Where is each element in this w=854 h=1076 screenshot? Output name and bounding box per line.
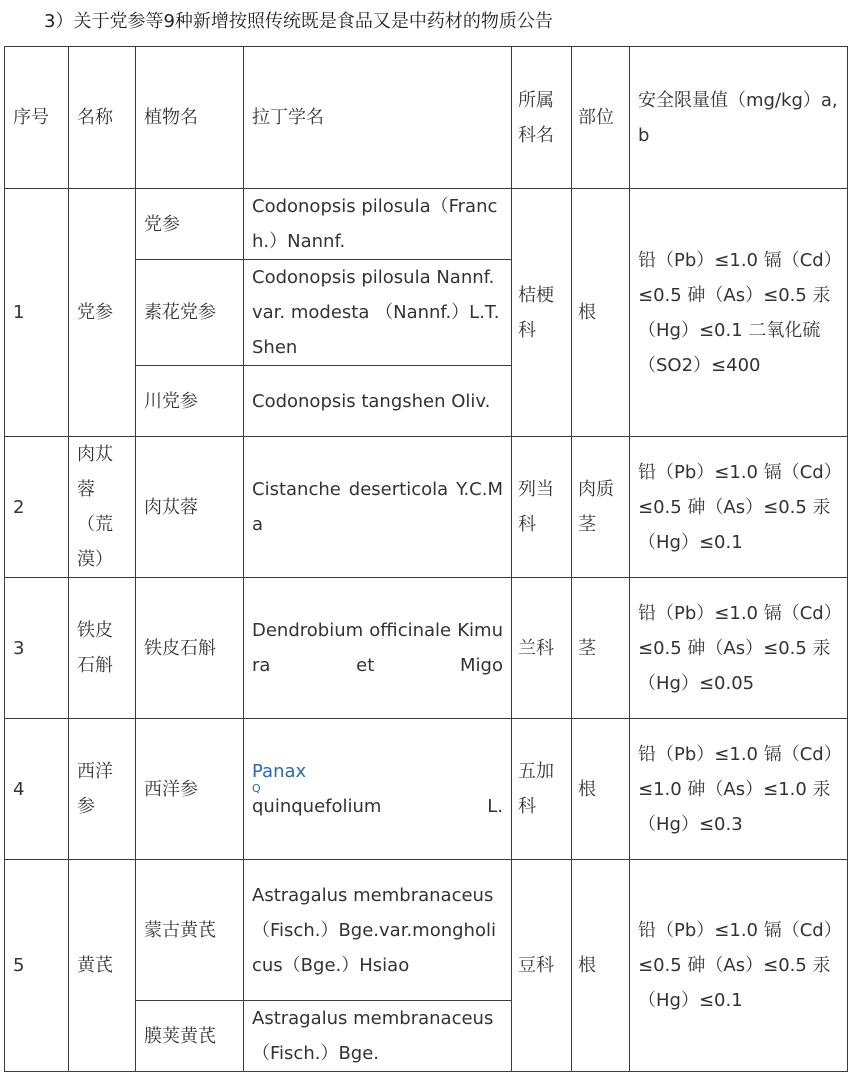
header-latin: 拉丁学名 — [244, 47, 512, 189]
cell-no: 4 — [5, 719, 69, 860]
cell-no: 3 — [5, 578, 69, 719]
cell-latin: Astragalus membranaceus（Fisch.）Bge.var.mongholicus（Bge.）Hsiao — [244, 860, 512, 1001]
header-family: 所属科名 — [512, 47, 572, 189]
header-name: 名称 — [69, 47, 136, 189]
cell-part: 肉质茎 — [572, 437, 630, 578]
table-row — [5, 578, 848, 719]
cell-no: 5 — [5, 860, 69, 1072]
table-row — [5, 437, 848, 578]
header-row — [5, 47, 848, 189]
panax-link[interactable]: Panax — [252, 761, 307, 782]
cell-part: 茎 — [572, 578, 630, 719]
substance-table — [4, 46, 848, 1072]
header-limit: 安全限量值（mg/kg）a,b — [630, 47, 848, 189]
cell-limit: 铅（Pb）≤1.0 镉（Cd）≤1.0 砷（As）≤1.0 汞（Hg）≤0.3 — [630, 719, 848, 860]
header-part: 部位 — [572, 47, 630, 189]
cell-family: 列当科 — [512, 437, 572, 578]
cell-family: 桔梗科 — [512, 189, 572, 437]
cell-plant: 膜荚黄芪 — [136, 1001, 244, 1072]
cell-part: 根 — [572, 860, 630, 1072]
cell-plant: 党参 — [136, 189, 244, 260]
cell-name: 黄芪 — [69, 860, 136, 1072]
cell-family: 豆科 — [512, 860, 572, 1072]
header-plant: 植物名 — [136, 47, 244, 189]
cell-name: 党参 — [69, 189, 136, 437]
cell-latin: Codonopsis tangshen Oliv. — [244, 366, 512, 437]
table-row — [5, 860, 848, 1001]
cell-latin: Astragalus membranaceus（Fisch.）Bge. — [244, 1001, 512, 1072]
cell-plant: 蒙古黄芪 — [136, 860, 244, 1001]
cell-latin: Cistanche deserticola Y.C.Ma — [244, 437, 512, 578]
cell-limit: 铅（Pb）≤1.0 镉（Cd）≤0.5 砷（As）≤0.5 汞（Hg）≤0.1 — [630, 860, 848, 1072]
cell-plant: 素花党参 — [136, 260, 244, 366]
cell-no: 1 — [5, 189, 69, 437]
cell-latin: Codonopsis pilosula（Franch.）Nannf. — [244, 189, 512, 260]
cell-limit: 铅（Pb）≤1.0 镉（Cd）≤0.5 砷（As）≤0.5 汞（Hg）≤0.1 — [630, 437, 848, 578]
cell-plant: 铁皮石斛 — [136, 578, 244, 719]
cell-limit: 铅（Pb）≤1.0 镉（Cd）≤0.5 砷（As）≤0.5 汞（Hg）≤0.05 — [630, 578, 848, 719]
cell-family: 兰科 — [512, 578, 572, 719]
cell-plant: 西洋参 — [136, 719, 244, 860]
table-row — [5, 189, 848, 260]
cell-latin: Panax Q quinquefolium L. — [244, 719, 512, 860]
cell-latin: Codonopsis pilosula Nannf. var. modesta （Nannf.）L.T. Shen — [244, 260, 512, 366]
cell-limit: 铅（Pb）≤1.0 镉（Cd）≤0.5 砷（As）≤0.5 汞（Hg）≤0.1 二氧化硫（SO2）≤400 — [630, 189, 848, 437]
cell-no: 2 — [5, 437, 69, 578]
cell-part: 根 — [572, 719, 630, 860]
cell-part: 根 — [572, 189, 630, 437]
section-heading: 3）关于党参等9种新增按照传统既是食品又是中药材的物质公告 — [44, 11, 553, 32]
cell-name: 西洋参 — [69, 719, 136, 860]
cell-plant: 肉苁蓉 — [136, 437, 244, 578]
cell-name: 肉苁蓉（荒漠） — [69, 437, 136, 578]
cell-family: 五加科 — [512, 719, 572, 860]
header-no: 序号 — [5, 47, 69, 189]
cell-name: 铁皮石斛 — [69, 578, 136, 719]
cell-plant: 川党参 — [136, 366, 244, 437]
table-row — [5, 719, 848, 860]
cell-latin: Dendrobium officinale Kimura et Migo — [244, 578, 512, 719]
